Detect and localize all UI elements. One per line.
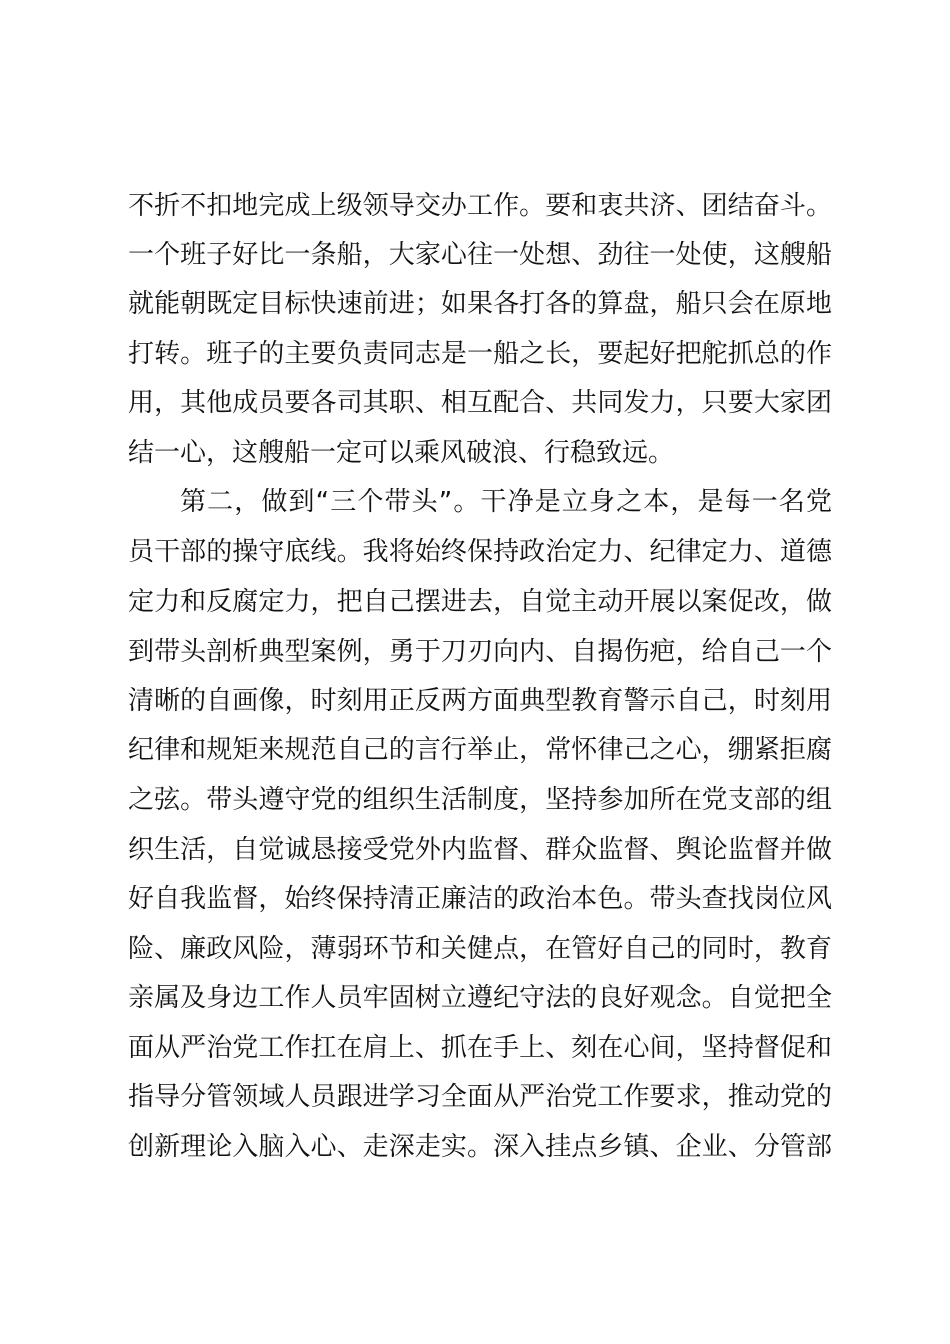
text-line-10: 到带头剖析典型案例，勇于刀刃向内、自揭伤疤，给自己一个	[128, 637, 832, 667]
text-line-11: 清晰的自画像，时刻用正反两方面典型教育警示自己，时刻用	[128, 686, 832, 716]
text-line-15: 好自我监督，始终保持清正廉洁的政治本色。带头查找岗位风	[128, 884, 832, 914]
text-line-9: 定力和反腐定力，把自己摆进去，自觉主动开展以案促改，做	[128, 587, 832, 617]
text-line-17: 亲属及身边工作人员牢固树立遵纪守法的良好观念。自觉把全	[128, 983, 832, 1013]
text-line-8: 员干部的操守底线。我将始终保持政治定力、纪律定力、道德	[128, 537, 832, 567]
text-line-5: 用，其他成员要各司其职、相互配合、共同发力，只要大家团	[128, 388, 832, 418]
text-line-6: 结一心，这艘船一定可以乘风破浪、行稳致远。	[128, 438, 675, 468]
text-line-18: 面从严治党工作扛在肩上、抓在手上、刻在心间，坚持督促和	[128, 1033, 832, 1063]
text-line-13: 之弦。带头遵守党的组织生活制度，坚持参加所在党支部的组	[128, 785, 832, 815]
text-line-7: 第二，做到“三个带头”。干净是立身之本，是每一名党	[180, 487, 832, 517]
text-line-16: 险、廉政风险，薄弱环节和关健点，在管好自己的同时，教育	[128, 934, 832, 964]
text-line-3: 就能朝既定目标快速前进；如果各打各的算盘，船只会在原地	[128, 289, 832, 319]
text-line-14: 织生活，自觉诚恳接受党外内监督、群众监督、舆论监督并做	[128, 835, 832, 865]
text-line-4: 打转。班子的主要负责同志是一船之长，要起好把舵抓总的作	[128, 339, 832, 369]
text-line-1: 不折不扣地完成上级领导交办工作。要和衷共济、团结奋斗。	[128, 191, 832, 221]
text-line-2: 一个班子好比一条船，大家心往一处想、劲往一处使，这艘船	[128, 240, 832, 270]
text-line-20: 创新理论入脑入心、走深走实。深入挂点乡镇、企业、分管部	[128, 1132, 832, 1162]
text-line-12: 纪律和规矩来规范自己的言行举止，常怀律己之心，绷紧拒腐	[128, 735, 832, 765]
text-line-19: 指导分管领域人员跟进学习全面从严治党工作要求，推动党的	[128, 1082, 832, 1112]
